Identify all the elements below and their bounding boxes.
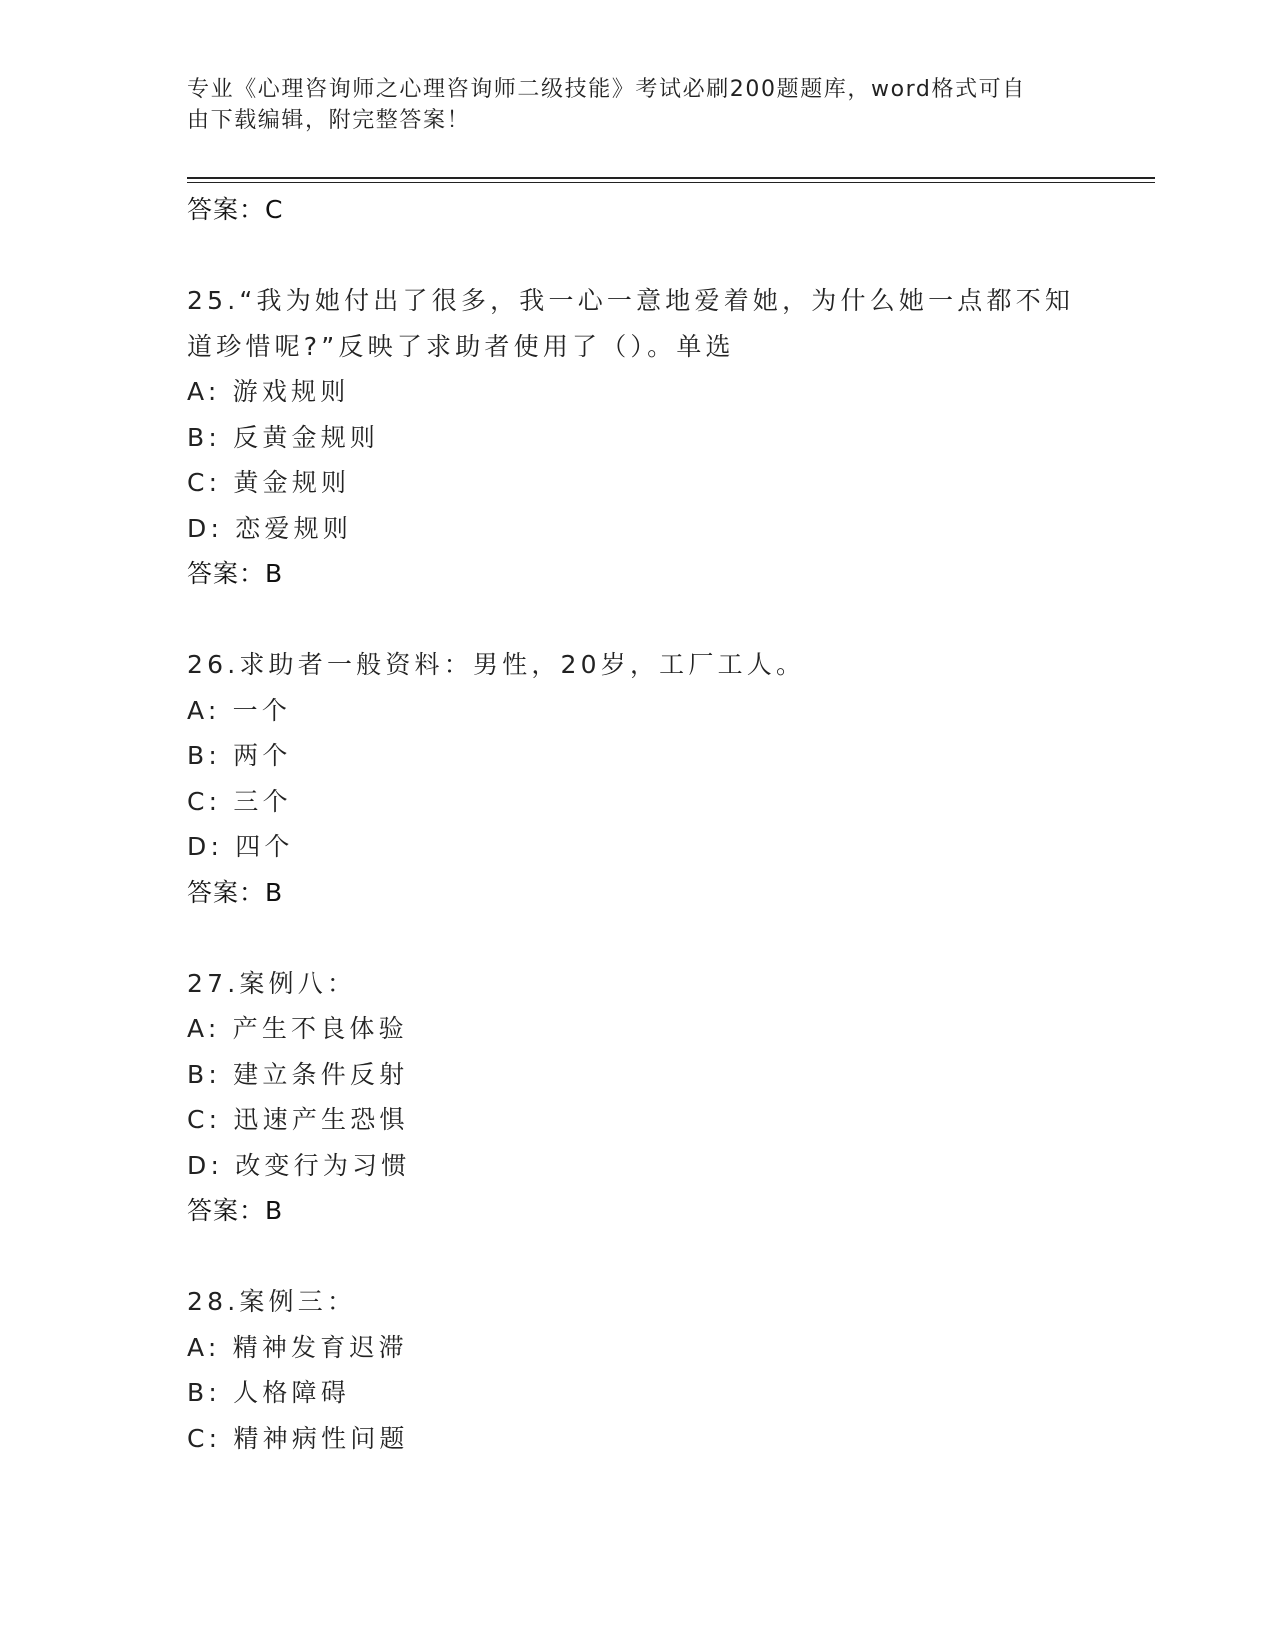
question-list [187, 187, 1087, 1461]
answer-previous: 答案：C [187, 195, 284, 224]
option-c: C: 黄金规则 [187, 468, 351, 497]
question-text-line: 道珍惜呢?”反映了求助者使用了（）。单选 [187, 331, 735, 361]
option-c: C: 迅速产生恐惧 [187, 1105, 409, 1134]
answer: 答案：B [187, 877, 284, 907]
answer: 答案：B [187, 559, 284, 588]
option-a: A: 精神发育迟滞 [187, 1332, 408, 1362]
document-header [187, 74, 1067, 136]
option-b: B: 人格障碍 [187, 1378, 350, 1407]
option-b: B: 两个 [187, 741, 292, 770]
spacer [187, 233, 1087, 279]
option-b: B: 反黄金规则 [187, 422, 380, 452]
question-text-line: 28.案例三： [187, 1287, 357, 1316]
question-text-line: 27.案例八： [187, 968, 357, 998]
option-c: C: 三个 [187, 786, 292, 816]
option-a: A: 产生不良体验 [187, 1014, 408, 1043]
header-line-1: 专业《心理咨询师之心理咨询师二级技能》考试必刷200题题库，word格式可自 [187, 77, 1026, 102]
header-divider-thin [187, 182, 1155, 183]
option-d: D: 恋爱规则 [187, 513, 353, 543]
question-26 [187, 642, 1087, 915]
header-divider-thick [187, 177, 1155, 179]
spacer [187, 597, 1087, 643]
answer: 答案：B [187, 1196, 284, 1225]
question-27 [187, 961, 1087, 1234]
question-text-line: 26.求助者一般资料：男性，20岁，工厂工人。 [187, 650, 806, 679]
option-c: C: 精神病性问题 [187, 1423, 409, 1453]
option-a: A: 游戏规则 [187, 377, 350, 406]
header-line-2: 由下载编辑，附完整答案！ [187, 108, 471, 133]
option-b: B: 建立条件反射 [187, 1059, 409, 1089]
question-text-line: 25.“我为她付出了很多，我一心一意地爱着她，为什么她一点都不知 [187, 286, 1075, 315]
option-d: D: 改变行为习惯 [187, 1150, 411, 1180]
spacer [187, 1234, 1087, 1280]
option-d: D: 四个 [187, 832, 294, 861]
option-a: A: 一个 [187, 695, 292, 725]
question-25 [187, 278, 1087, 597]
spacer [187, 915, 1087, 961]
question-28 [187, 1279, 1087, 1461]
